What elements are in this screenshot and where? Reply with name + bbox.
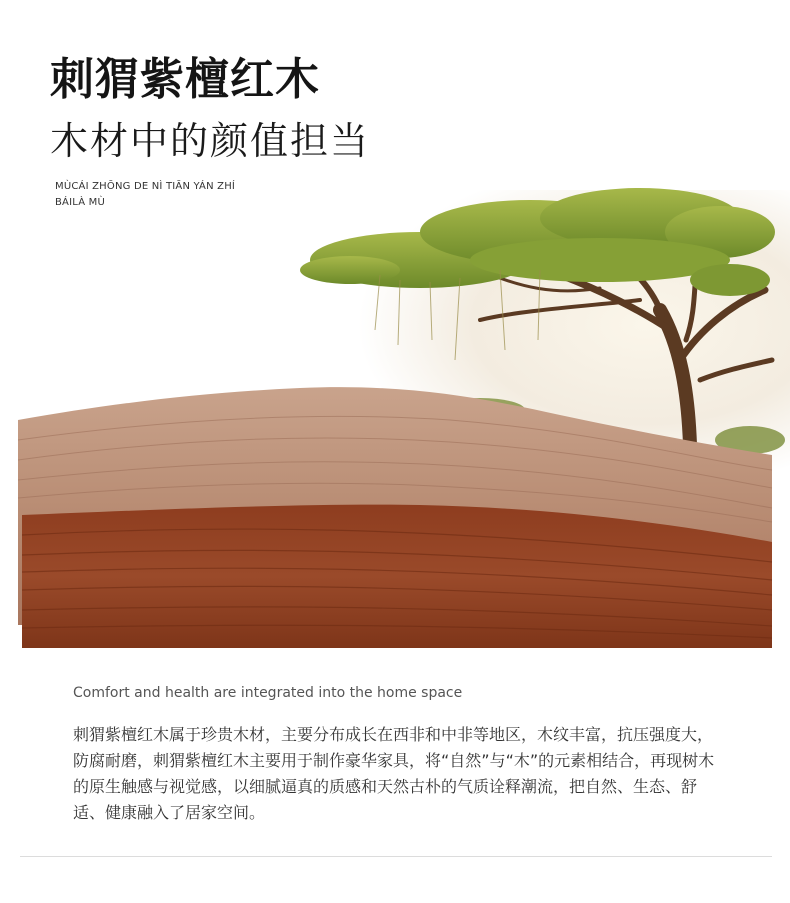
description-paragraph: 刺猬紫檀红木属于珍贵木材，主要分布成长在西非和中非等地区，木纹丰富，抗压强度大，防腐耐磨，刺猬紫檀红木主要用于制作豪华家具，将“自然”与“木”的元素相结合，再现树木的原生触感与视觉感，以细腻逼真的质感和天然古朴的气质诠释潮流，把自然、生态、舒适、健康融入了居家空间。 [73,725,715,822]
pinyin-line-2: BÁILÀ MÙ [55,197,106,208]
page-subtitle: 木材中的颜值担当 [50,119,371,163]
page-title: 刺猬紫檀红木 [50,54,320,105]
pinyin-line-1: MÙCÁI ZHŌNG DE NÌ TIĀN YÁN ZHÍ [55,181,236,192]
wood-slab-and-tree-illustration [0,170,790,660]
tagline: Comfort and health are integrated into the home space [73,685,463,701]
divider [20,856,772,857]
